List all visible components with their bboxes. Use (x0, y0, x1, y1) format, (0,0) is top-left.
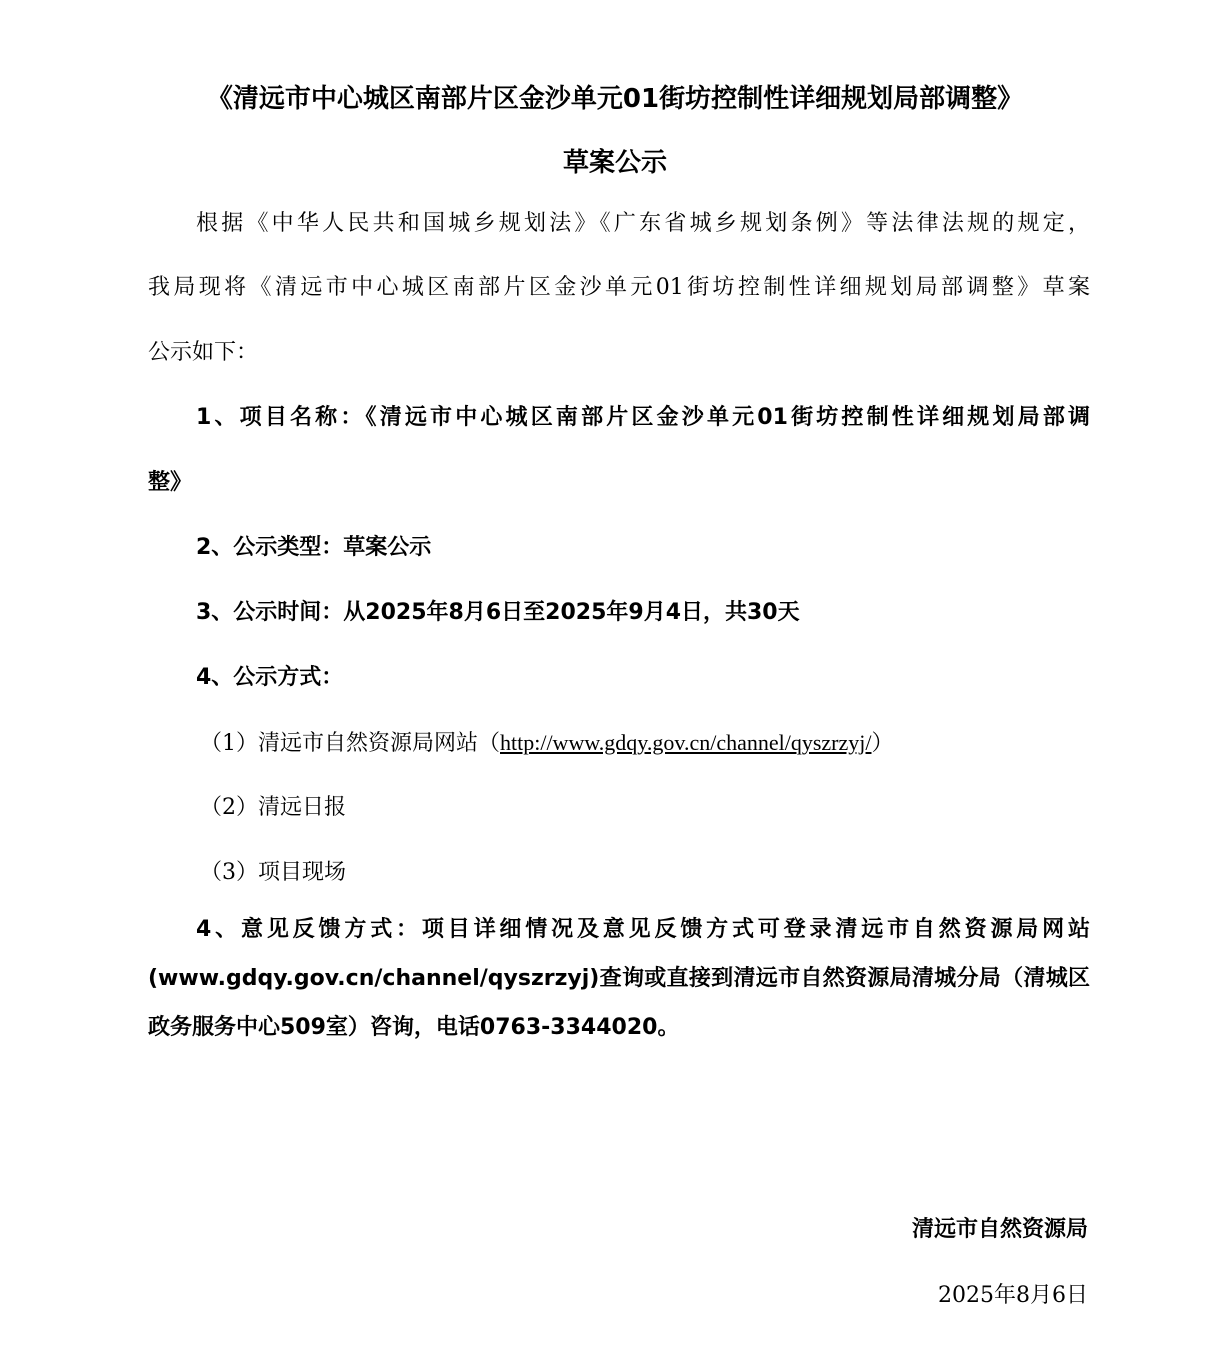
intro-line-1: 根据《中华人民共和国城乡规划法》《广东省城乡规划条例》等法律法规的规定， (196, 211, 1090, 236)
method-website-close: ） (871, 731, 894, 756)
signature-org: 清远市自然资源局 (911, 1217, 1088, 1242)
method-newspaper: （2）清远日报 (200, 795, 346, 820)
intro-line-3: 公示如下： (148, 340, 259, 365)
item-publicity-type: 2、公示类型：草案公示 (196, 535, 432, 560)
feedback-line-2: (www.gdqy.gov.cn/channel/qyszrzyj)查询或直接到清远市自然资源局清城分局（清城区 (148, 966, 1090, 991)
method-website-label: （1）清远市自然资源局网站（ (200, 731, 500, 756)
website-link[interactable]: http://www.gdqy.gov.cn/channel/qyszrzyj/ (500, 730, 872, 755)
item-project-name: 1、项目名称：《清远市中心城区南部片区金沙单元01街坊控制性详细规划局部调 (196, 405, 1090, 430)
feedback-line-3: 政务服务中心509室）咨询，电话0763-3344020。 (148, 1015, 680, 1040)
item-project-name-cont: 整》 (148, 470, 193, 495)
signature-date: 2025年8月6日 (938, 1283, 1088, 1308)
item-publicity-time: 3、公示时间：从2025年8月6日至2025年9月4日，共30天 (196, 600, 800, 625)
method-site: （3）项目现场 (200, 860, 346, 885)
page-subtitle: 草案公示 (562, 148, 667, 178)
page-title: 《清远市中心城区南部片区金沙单元01街坊控制性详细规划局部调整》 (206, 84, 1024, 114)
item-publicity-method: 4、公示方式： (196, 665, 344, 690)
intro-line-2: 我局现将《清远市中心城区南部片区金沙单元01街坊控制性详细规划局部调整》草案 (148, 275, 1090, 300)
feedback-line-1: 4、意见反馈方式：项目详细情况及意见反馈方式可登录清远市自然资源局网站 (196, 917, 1090, 942)
method-website (200, 728, 1150, 759)
